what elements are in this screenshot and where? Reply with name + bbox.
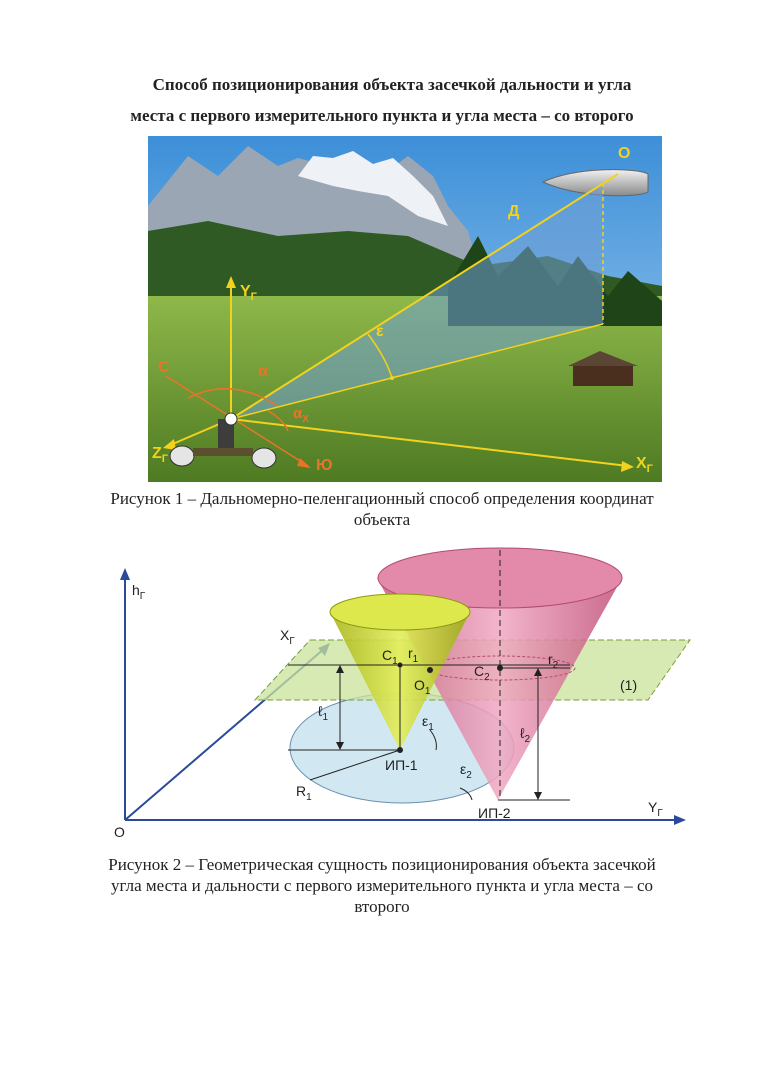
point-o1 [427,667,433,673]
r1-label: $r_1$ [408,645,419,665]
document-title-line-2: места с первого измерительного пункта и угла места – со второго [130,106,634,125]
elevation-label: ε [376,323,384,340]
figure-1-caption-line-1: Рисунок 1 – Дальномерно-пеленгационный способ определения координат [110,489,654,508]
x-axis-label-fig2: $X_Г$ [280,627,295,647]
r2-label: $r_2$ [548,651,559,671]
figure-2-caption-line-2: угла места и дальности с первого измерительного пункта и угла места – со [111,876,653,895]
azimuth-label: α [258,363,268,380]
alpha-x-label: $\alpha_X$ [293,405,309,425]
document-title-line-1: Способ позиционирования объекта засечкой дальности и угла [152,75,632,94]
ip2-label: ИП-2 [478,805,511,821]
l1-label: ℓ$_1$ [318,703,329,723]
R1-label: $R_1$ [296,783,312,803]
figure-1-photo-illustration [148,136,662,482]
y-axis-label: $Y_Г$ [240,283,257,303]
south-label: Ю [316,457,333,474]
figure-1-caption-line-2: объекта [353,510,411,529]
north-label: С [158,359,170,376]
h-axis-label: $h_Г$ [132,582,146,602]
plane-label: (1) [620,677,638,693]
object-label: О [618,145,631,162]
c2-label: $C_2$ [474,663,490,683]
range-label: Д [508,203,520,220]
origin-label: O [114,824,125,840]
point-c2 [497,665,503,671]
eps1-label: $\varepsilon_1$ [422,713,434,733]
l2-label: ℓ$_2$ [520,725,531,745]
figure-2-geometric-diagram [100,540,700,840]
c1-label: $C_1$ [382,647,398,667]
eps2-label: $\varepsilon_2$ [460,761,472,781]
point-ip1 [397,747,403,753]
y-axis-label-fig2: $Y_Г$ [648,799,663,819]
z-axis-label: $Z_Г$ [152,445,169,465]
x-axis-label: $X_Г$ [636,455,653,475]
o1-label: $O_1$ [414,677,431,697]
figure-2-caption-line-3: второго [354,897,410,916]
figure-2-caption-line-1: Рисунок 2 – Геометрическая сущность позиционирования объекта засечкой [108,855,656,874]
elevation-angle-point [390,376,394,380]
point-c1 [398,663,403,668]
ip1-label: ИП-1 [385,757,418,773]
